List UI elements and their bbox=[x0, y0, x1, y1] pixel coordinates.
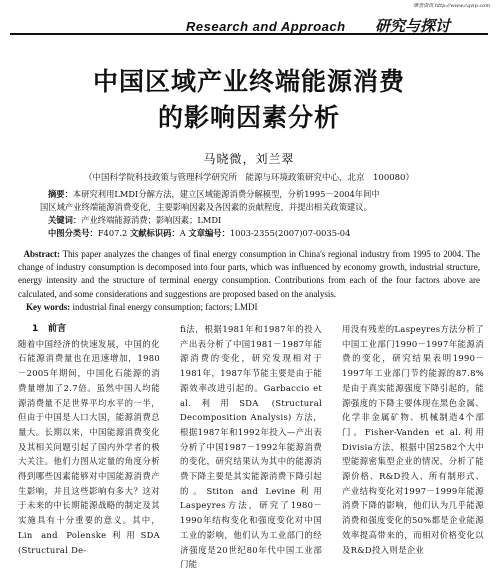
body-columns bbox=[18, 322, 484, 569]
title-line-1: 中国区域产业终端能源消费 bbox=[92, 67, 405, 96]
abstract-zh-label: 摘要： bbox=[48, 189, 73, 199]
abstract-zh-line-2: 国区域产业终端能源消费变化，主要影响因素及各因素的贡献程度，并提出相关政策建议。 bbox=[40, 202, 372, 212]
abstract-zh-line-1: 摘要：本研究利用LMDI分解方法，建立区域能源消费分解模型，分析1995－2004年间中 bbox=[48, 189, 380, 199]
affiliation: （中国科学院科技政策与管理科学研究所 能源与环境政策研究中心，北京 100080） bbox=[84, 173, 414, 183]
keywords-en: Key words: industrial final energy consumption; factors; LMDI bbox=[26, 302, 258, 312]
classification-line: 中图分类号：F407.2 文献标识码：A 文章编号：1003-2355(2007)07-0035-04 bbox=[48, 228, 351, 238]
abstract-zh bbox=[40, 188, 460, 240]
body-paragraph: 随着中国经济的快速发展，中国的化石能源消费量也在迅速增加，1980－2005年期间，中国化石能源的消费量增加了2.7倍。虽然中国人均能源消费量不足世界平均水平的一半，但由于中国是人口大国，能源消费总量大。长期以来，中国能源消费变化及其相关问题引起了国内外学者的极大关注。他们力图从定量的角度分析得到哪些因素能够对中国能源消费产生影响，并且这些影响有多大？这对于未来的中长期能源战略的制定及其实施具有十分重要的意义。其中，Lin and Polenske利用SDA (Structural De- bbox=[18, 338, 160, 555]
section-heading-intro: 1 前言 bbox=[32, 324, 67, 334]
journal-header bbox=[0, 10, 498, 35]
title-line-2: 的影响因素分析 bbox=[157, 103, 340, 132]
authors: 马晓微，刘兰翠 bbox=[203, 152, 295, 166]
abstract-en-text: This paper analyzes the changes of final energy consumption in China's regional industry from 1995 to 2004. The change of industry consumption is decomposed into four parts, which was influenced by economy growth, industrial structure, energy intensity and the structure of terminal energy consumption. Contributions from each of the four factors above are calculated, and some considerations and suggestions are proposed based on the analysis. bbox=[18, 249, 481, 299]
journal-name-en: Research and Approach bbox=[186, 19, 346, 34]
abstract-en-label: Abstract: bbox=[23, 249, 60, 259]
body-column-3: 用没有残差的Laspeyres方法分析了中国工业部门1990－1997年能源消费的变化，研究结果表明1990－1997年工业部门节约能源的87.8%是由于真实能源强度下降引起的，能源强度的下降主要体现在黑色金属、化学非金属矿物、机械制造4个部门。Fisher-Vanden et al.利用Divisia方法，根据中国2582个大中型能源密集型企业的情况，分析了能源价格、R&D投入、所有制形式、产业结构变化对1997－1999年能源消费下降的影响，他们认为几乎能源消费和强度变化的50%都是企业能源效率提高带来的，而相对价格变化以及R&D投入则是企业 bbox=[342, 324, 484, 555]
watermark-note: 维普资讯 http://www.cqvip.com bbox=[413, 3, 490, 9]
abstract-en bbox=[18, 248, 480, 301]
body-column-2: ﬁ法，根据1981年和1987年的投入产出表分析了中国1981－1987年能源消费的变化，研究发现相对于1981年，1987年节能主要是由于能源效率改进引起的。Garbaccio et al.利用SDA (Structural Decomposition Analysis) 方法，根据1987年和1992年投入—产出表分析了中国1987－1992年能源消费的变化，研究结果认为其中的能源消费下降主要是其实能源消费下降引起的。Stiton and Levine利用Laspeyres方法，研究了1980－1990年结构变化和强度变化对中国工业的影响，他们认为工业部门的经济强度是20世纪80年代中国工业部门能 bbox=[180, 324, 322, 569]
body-column-1 bbox=[18, 322, 160, 569]
keywords-zh: 关键词：产业终端能源消费；影响因素；LMDI bbox=[48, 215, 222, 225]
journal-section-zh: 研究与探讨 bbox=[375, 17, 451, 35]
header-rule bbox=[10, 33, 488, 35]
